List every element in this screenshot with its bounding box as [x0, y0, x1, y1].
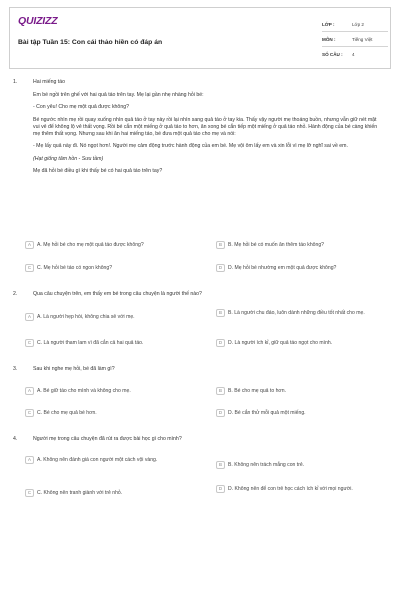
- option-text: C. Là người tham lam vì đã cắn cả hai quả táo.: [37, 340, 144, 346]
- option-text: A. Là người hẹp hòi, không chia sẻ với mẹ.: [37, 314, 135, 320]
- meta-label: LỚP :: [322, 22, 335, 27]
- option-letter-box: C: [25, 264, 34, 272]
- option-letter-box: A: [25, 313, 34, 321]
- question-number: 2.: [13, 291, 18, 297]
- reading-source: (Hạt giống tâm hồn - Sưu tầm): [33, 155, 104, 162]
- option-text: D. Bé cắn thử mỗi quả một miếng.: [228, 410, 306, 416]
- option-text: D. Là người ích kỉ, giữ quả táo ngọt cho mình.: [228, 340, 333, 346]
- quizizz-logo: QUIZIZZ: [18, 15, 58, 27]
- meta-value: Tiếng Việt: [352, 37, 373, 42]
- option-text: D. Không nên để con trẻ học cách ích kỉ với mọi người.: [228, 486, 353, 492]
- option-text: B. Bé cho mẹ quả to hơn.: [228, 388, 286, 394]
- reading-paragraph: - Con yêu! Cho mẹ một quả được không?: [33, 104, 129, 111]
- reading-paragraph: Em bé ngồi trên ghế với hai quả táo trên tay. Mẹ lại gần nhẹ nhàng hỏi bé:: [33, 91, 204, 98]
- option-letter-box: D: [216, 485, 225, 493]
- option-text: D. Mẹ hỏi bé nhường em một quả được không?: [228, 265, 337, 271]
- meta-row-subject: [322, 32, 388, 47]
- question-prompt: Người mẹ trong câu chuyện đã rút ra được bài học gì cho mình?: [33, 436, 182, 442]
- option-letter-box: A: [25, 241, 34, 249]
- question-number: 4.: [13, 436, 18, 442]
- meta-row-class: [322, 17, 388, 32]
- option-letter-box: B: [216, 309, 225, 317]
- option-letter-box: B: [216, 387, 225, 395]
- option-text: A. Mẹ hỏi bé cho mẹ một quả táo được không?: [37, 242, 144, 248]
- option-letter-box: D: [216, 264, 225, 272]
- option-text: B. Là người chu đáo, luôn dành những điều tốt nhất cho mẹ.: [228, 310, 365, 316]
- question-number: 3.: [13, 366, 18, 372]
- meta-row-count: [322, 47, 388, 62]
- option-letter-box: A: [25, 387, 34, 395]
- option-letter-box: B: [216, 241, 225, 249]
- option-text: A. Không nên đánh giá con người một cách vội vàng.: [37, 457, 158, 463]
- worksheet-meta: [322, 17, 388, 62]
- option-letter-box: D: [216, 339, 225, 347]
- option-letter-box: A: [25, 456, 34, 464]
- option-letter-box: D: [216, 409, 225, 417]
- option-text: C. Bé cho mẹ quả bé hơn.: [37, 410, 97, 416]
- meta-value: Lớp 2: [352, 22, 364, 27]
- meta-label: SỐ CÂU :: [322, 52, 343, 57]
- reading-paragraph: Bé ngước nhìn mẹ rồi quay xuống nhìn quả táo ở tay này rồi lại nhìn sang quả táo ở tay kia. Thấy vậy người mẹ thoáng buồn, nhưng vẫn giữ nét mặt vui vẻ để không lộ vẻ thất vọng. Rồi bé cắn một miếng ở quả táo to hơn, ăn xong bé cắn tiếp một miếng ở quả táo nhỏ. Hành động của bé càng khiến mẹ thêm thất vọng. Nhưng sau khi ăn hai miếng táo, bé đưa một quả táo cho mẹ và nói:: [33, 116, 378, 137]
- option-letter-box: B: [216, 461, 225, 469]
- option-letter-box: C: [25, 339, 34, 347]
- option-text: C. Mẹ hỏi bé táo có ngon không?: [37, 265, 113, 271]
- question-text: [33, 79, 383, 181]
- question-prompt: Sau khi nghe mẹ hỏi, bé đã làm gì?: [33, 366, 115, 372]
- option-text: B. Không nên trách mắng con trẻ.: [228, 462, 305, 468]
- option-text: C. Không nên tranh giành với trẻ nhỏ.: [37, 490, 123, 496]
- reading-title: Hai miếng táo: [33, 79, 66, 85]
- question-prompt: Mẹ đã hỏi bé điều gì khi thấy bé có hai quả táo trên tay?: [33, 168, 163, 175]
- question-prompt: Qua câu chuyện trên, em thấy em bé trong câu chuyện là người thế nào?: [33, 291, 202, 297]
- meta-label: MÔN :: [322, 37, 336, 42]
- option-letter-box: C: [25, 489, 34, 497]
- worksheet-header: [9, 7, 391, 69]
- worksheet-title: Bài tập Tuần 15: Con cái thảo hiền có đáp án: [18, 39, 163, 46]
- meta-value: 4: [352, 52, 355, 57]
- question-number: 1.: [13, 79, 18, 85]
- option-letter-box: C: [25, 409, 34, 417]
- option-text: B. Mẹ hỏi bé có muốn ăn thêm táo không?: [228, 242, 324, 248]
- reading-paragraph: - Mẹ lấy quả này đi. Nó ngọt hơn!. Người mẹ cảm động trước hành động của em bé. Mẹ vội ôm lấy em và xin lỗi vì mẹ lỡ nghĩ sai về em.: [33, 143, 348, 150]
- option-text: A. Bé giữ táo cho mình và không cho mẹ.: [37, 388, 131, 394]
